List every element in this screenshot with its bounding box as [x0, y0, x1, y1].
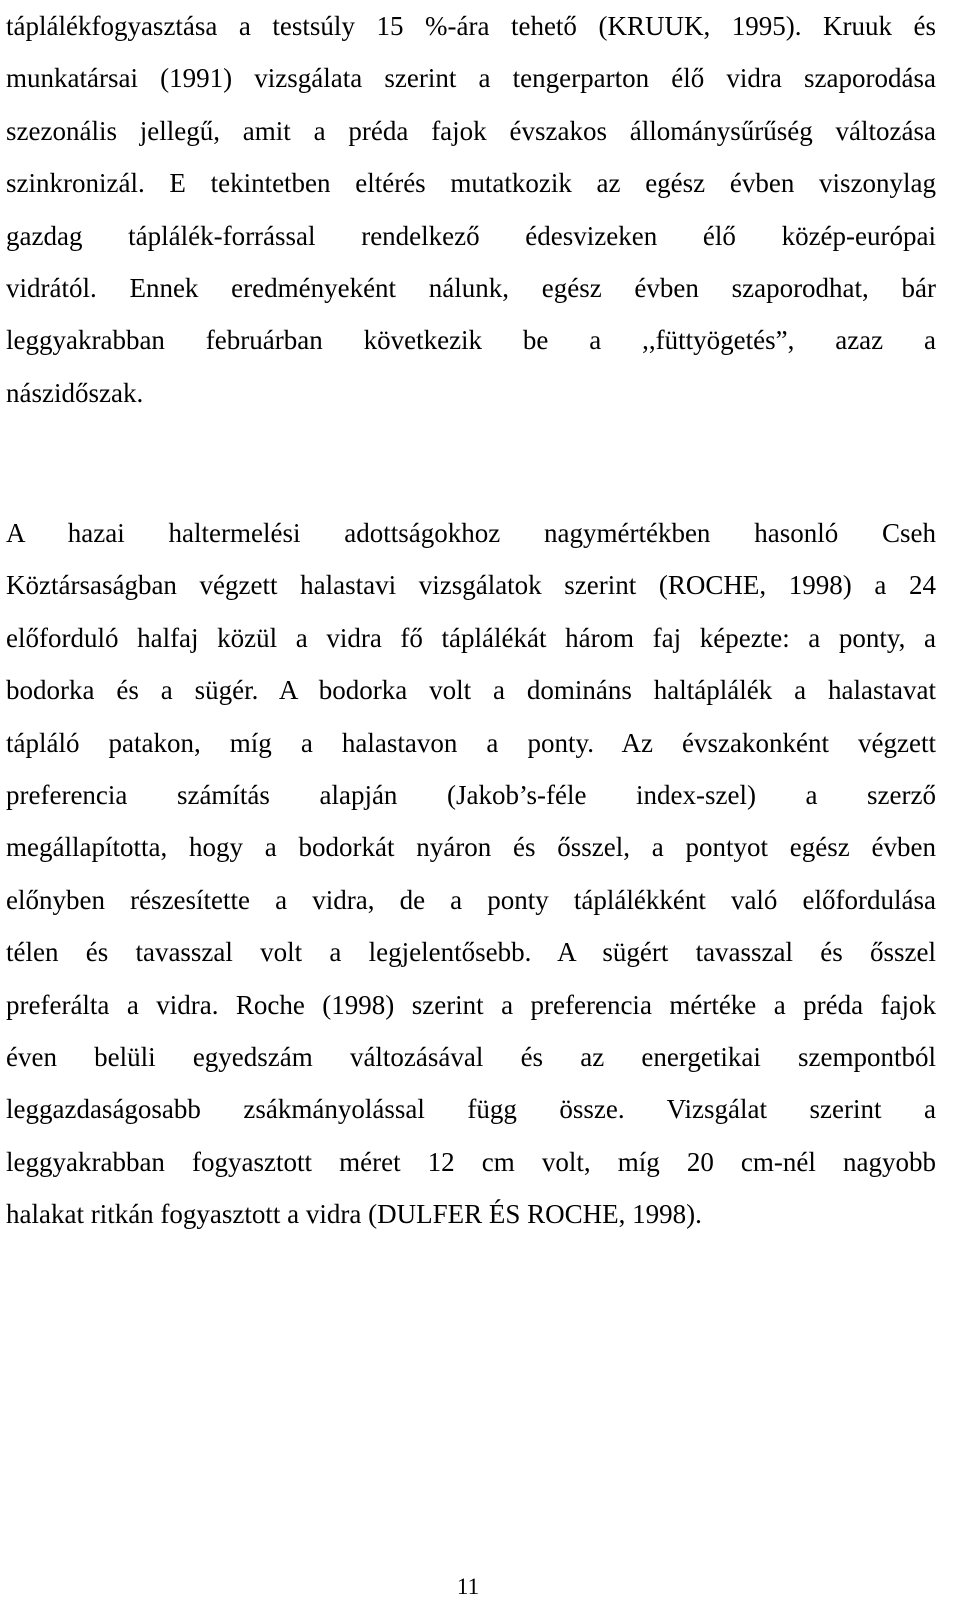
text-line: télen és tavasszal volt a legjelentősebb. A sügért tavasszal és ősszel: [6, 937, 936, 968]
text-line: gazdag táplálék-forrással rendelkező édesvizeken élő közép-európai: [6, 220, 936, 251]
text-line: A hazai haltermelési adottságokhoz nagymértékben hasonló Cseh: [6, 518, 936, 548]
text-line: szezonális jellegű, amit a préda fajok évszakos állománysűrűség változása: [6, 115, 936, 146]
text-line: előforduló halfaj közül a vidra fő táplálékát három faj képezte: a ponty, a: [6, 622, 936, 653]
text-line: nászidőszak.: [6, 377, 144, 408]
text-line: preferálta a vidra. Roche (1998) szerint a preferencia mértéke a préda fajok: [6, 989, 936, 1020]
text-line: preferencia számítás alapján (Jakob’s-féle index-szel) a szerző: [6, 779, 936, 810]
text-line: megállapította, hogy a bodorkát nyáron és ősszel, a pontyot egész évben: [6, 832, 936, 863]
text-line: vidrától. Ennek eredményeként nálunk, egész évben szaporodhat, bár: [6, 272, 936, 303]
text-line: leggyakrabban februárban következik be a ,,füttyögetés”, azaz a: [6, 325, 936, 356]
text-line: Köztársaságban végzett halastavi vizsgálatok szerint (ROCHE, 1998) a 24: [6, 570, 936, 601]
text-line: bodorka és a sügér. A bodorka volt a domináns haltáplálék a halastavat: [6, 675, 936, 706]
text-line: munkatársai (1991) vizsgálata szerint a tengerparton élő vidra szaporodása: [6, 63, 936, 94]
text-line: táplálékfogyasztása a testsúly 15 %-ára tehető (KRUUK, 1995). Kruuk és: [6, 11, 936, 41]
paragraph-otter-reproduction: [6, 0, 936, 419]
paragraph-czech-fishpond-study: [6, 507, 936, 1240]
text-line: éven belüli egyedszám változásával és az energetikai szempontból: [6, 1041, 936, 1072]
text-line: szinkronizál. E tekintetben eltérés mutatkozik az egész évben viszonylag: [6, 168, 936, 199]
text-line: előnyben részesítette a vidra, de a ponty táplálékként való előfordulása: [6, 884, 936, 915]
text-line: tápláló patakon, míg a halastavon a ponty. Az évszakonként végzett: [6, 727, 936, 758]
text-line: halakat ritkán fogyasztott a vidra (DULFER ÉS ROCHE, 1998).: [6, 1199, 702, 1230]
text-line: leggazdaságosabb zsákmányolással függ össze. Vizsgálat szerint a: [6, 1094, 936, 1125]
page-number: 11: [456, 1574, 480, 1599]
text-line: leggyakrabban fogyasztott méret 12 cm volt, míg 20 cm-nél nagyobb: [6, 1146, 936, 1177]
